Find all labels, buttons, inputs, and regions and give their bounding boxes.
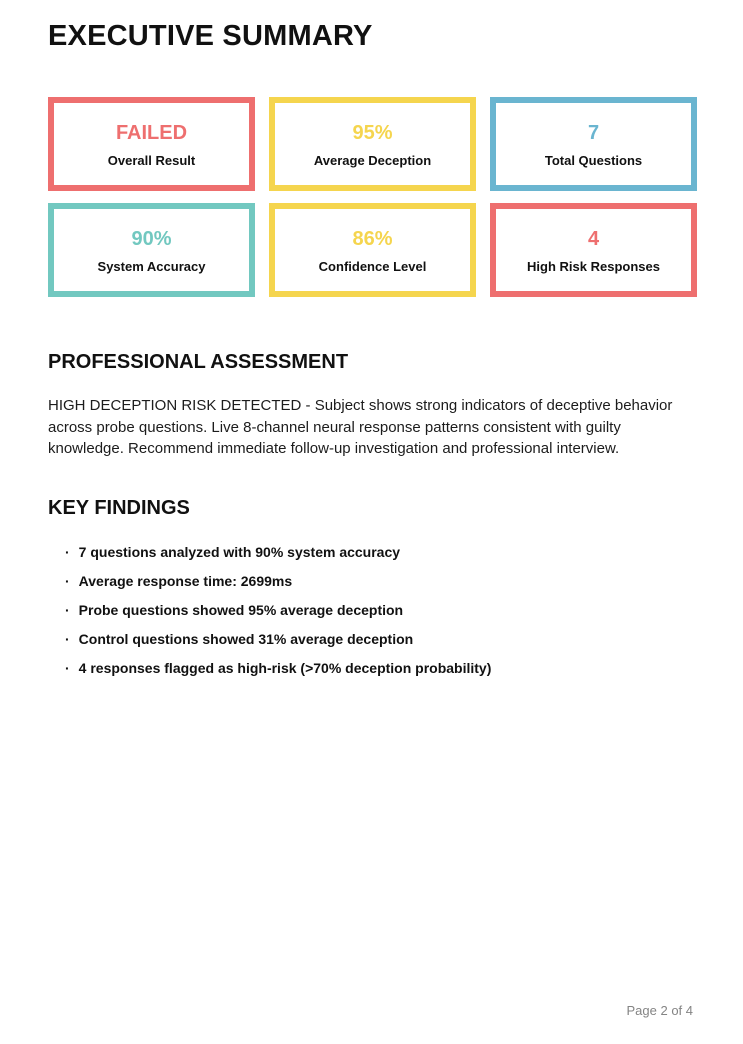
stat-label-overall-result: Overall Result	[107, 153, 196, 168]
stat-value-average-deception: 95%	[352, 122, 393, 144]
key-finding-item	[65, 573, 697, 589]
key-findings-section	[48, 497, 697, 676]
section-title-professional-assessment: PROFESSIONAL ASSESSMENT	[48, 351, 349, 373]
stat-card-overall-result	[48, 97, 255, 191]
bullet-icon: ·	[65, 572, 70, 589]
stat-value-overall-result: FAILED	[115, 122, 188, 144]
key-finding-item	[65, 602, 697, 618]
assessment-text: HIGH DECEPTION RISK DETECTED - Subject shows strong indicators of deceptive behavior across probe questions. Live 8-channel neural response patterns consistent with guilty knowledge. Recommend immediate follow-up investigation and professional interview.	[48, 397, 673, 457]
page-title: EXECUTIVE SUMMARY	[48, 20, 373, 52]
page-number: Page 2 of 4	[626, 1003, 693, 1018]
stat-card-high-risk-responses	[490, 203, 697, 297]
summary-cards	[48, 97, 697, 297]
bullet-icon: ·	[65, 630, 70, 647]
stat-card-confidence-level	[269, 203, 476, 297]
stat-label-confidence-level: Confidence Level	[318, 259, 427, 274]
stat-card-total-questions	[490, 97, 697, 191]
key-finding-item	[65, 660, 697, 676]
stat-value-confidence-level: 86%	[352, 228, 393, 250]
stat-card-system-accuracy	[48, 203, 255, 297]
key-finding-text: 7 questions analyzed with 90% system accuracy	[78, 543, 401, 560]
stat-label-average-deception: Average Deception	[313, 153, 432, 168]
stat-value-system-accuracy: 90%	[131, 228, 172, 250]
key-finding-text: Average response time: 2699ms	[78, 572, 293, 589]
stat-label-total-questions: Total Questions	[544, 153, 643, 168]
key-finding-item	[65, 631, 697, 647]
key-finding-text: Control questions showed 31% average deception	[78, 630, 414, 647]
stat-card-average-deception	[269, 97, 476, 191]
stat-label-system-accuracy: System Accuracy	[97, 259, 206, 274]
section-title-key-findings: KEY FINDINGS	[48, 496, 190, 519]
key-finding-text: Probe questions showed 95% average deception	[78, 601, 404, 618]
bullet-icon: ·	[65, 659, 70, 676]
bullet-icon: ·	[65, 543, 70, 560]
key-finding-item	[65, 544, 697, 560]
key-findings-list	[48, 544, 697, 676]
bullet-icon: ·	[65, 601, 70, 618]
key-finding-text: 4 responses flagged as high-risk (>70% deception probability)	[78, 659, 492, 676]
professional-assessment-section	[48, 351, 697, 460]
stat-value-total-questions: 7	[587, 122, 600, 144]
stat-label-high-risk-responses: High Risk Responses	[527, 259, 660, 274]
stat-value-high-risk-responses: 4	[587, 228, 600, 250]
